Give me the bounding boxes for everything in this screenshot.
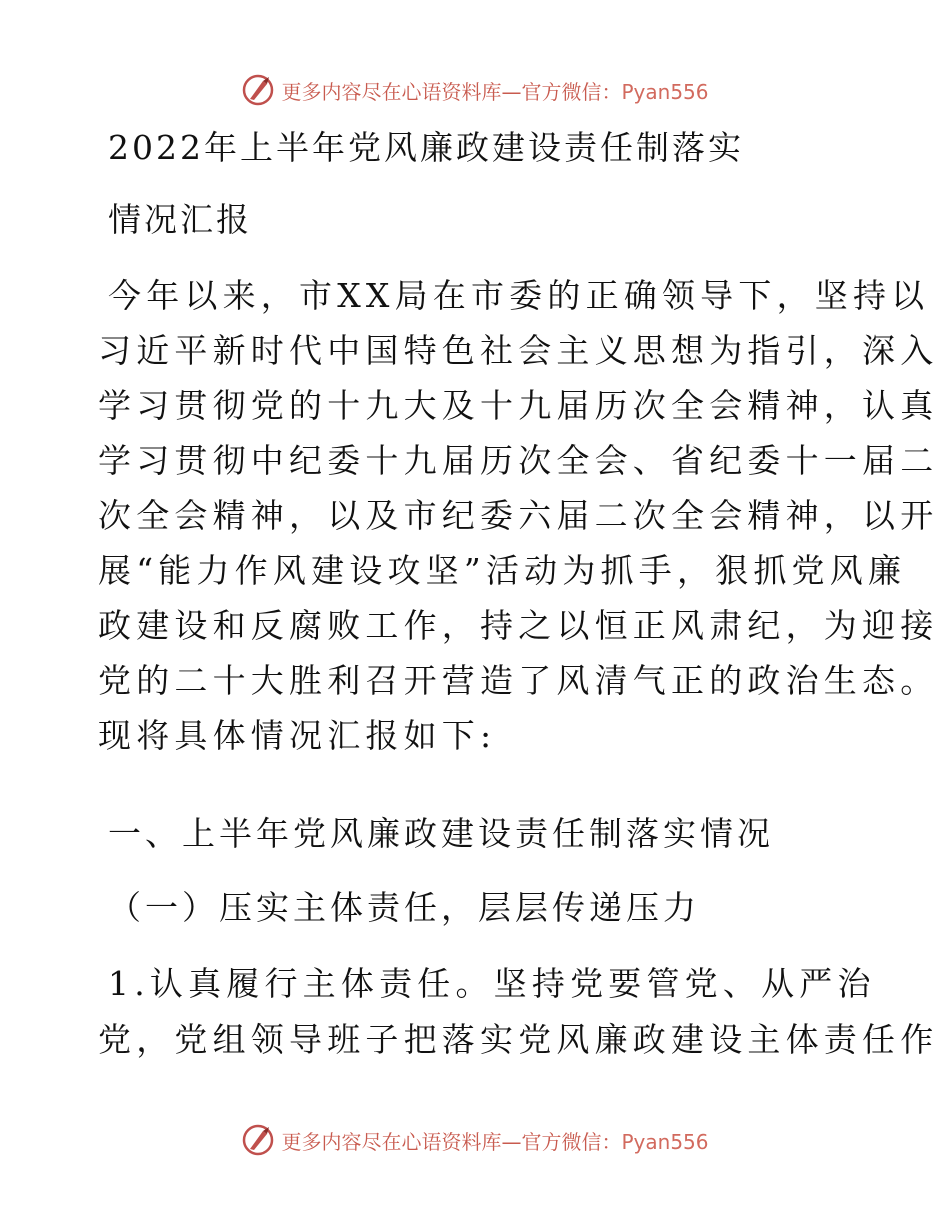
watermark-text: 更多内容尽在心语资料库—官方微信：Pyan556 xyxy=(281,1129,709,1154)
subsection-heading: （一）压实主体责任，层层传递压力 xyxy=(108,888,700,927)
paragraph-line: 党，党组领导班子把落实党风廉政建设主体责任作 xyxy=(98,1020,939,1059)
paragraph-line: 1.认真履行主体责任。坚持党要管党、从严治 xyxy=(108,964,876,1003)
paragraph-line: 展“能力作风建设攻坚”活动为抓手，狠抓党风廉 xyxy=(98,551,907,590)
document-title-line-2: 情况汇报 xyxy=(108,200,252,239)
paragraph-line: 学习贯彻党的十九大及十九届历次全会精神，认真 xyxy=(98,386,939,425)
paragraph-line: 习近平新时代中国特色社会主义思想为指引，深入 xyxy=(98,331,939,370)
paragraph-line: 党的二十大胜利召开营造了风清气正的政治生态。 xyxy=(98,661,939,700)
paragraph-line: 今年以来，市XX局在市委的正确领导下，坚持以 xyxy=(108,276,930,315)
document-title-line-1: 2022年上半年党风廉政建设责任制落实 xyxy=(108,128,744,167)
paragraph-line: 政建设和反腐败工作，持之以恒正风肃纪，为迎接 xyxy=(98,606,939,645)
quill-logo-icon xyxy=(241,1123,275,1157)
watermark-wechat-id: Pyan556 xyxy=(621,79,709,104)
section-heading: 一、上半年党风廉政建设责任制落实情况 xyxy=(108,814,774,853)
paragraph-line: 次全会精神，以及市纪委六届二次全会精神，以开 xyxy=(98,496,939,535)
watermark-header xyxy=(0,70,950,110)
watermark-wechat-id: Pyan556 xyxy=(621,1129,709,1154)
watermark-footer xyxy=(0,1120,950,1160)
paragraph-line: 学习贯彻中纪委十九届历次全会、省纪委十一届二 xyxy=(98,441,939,480)
paragraph-line: 现将具体情况汇报如下: xyxy=(98,716,497,755)
quill-logo-icon xyxy=(241,73,275,107)
watermark-text: 更多内容尽在心语资料库—官方微信：Pyan556 xyxy=(281,79,709,104)
